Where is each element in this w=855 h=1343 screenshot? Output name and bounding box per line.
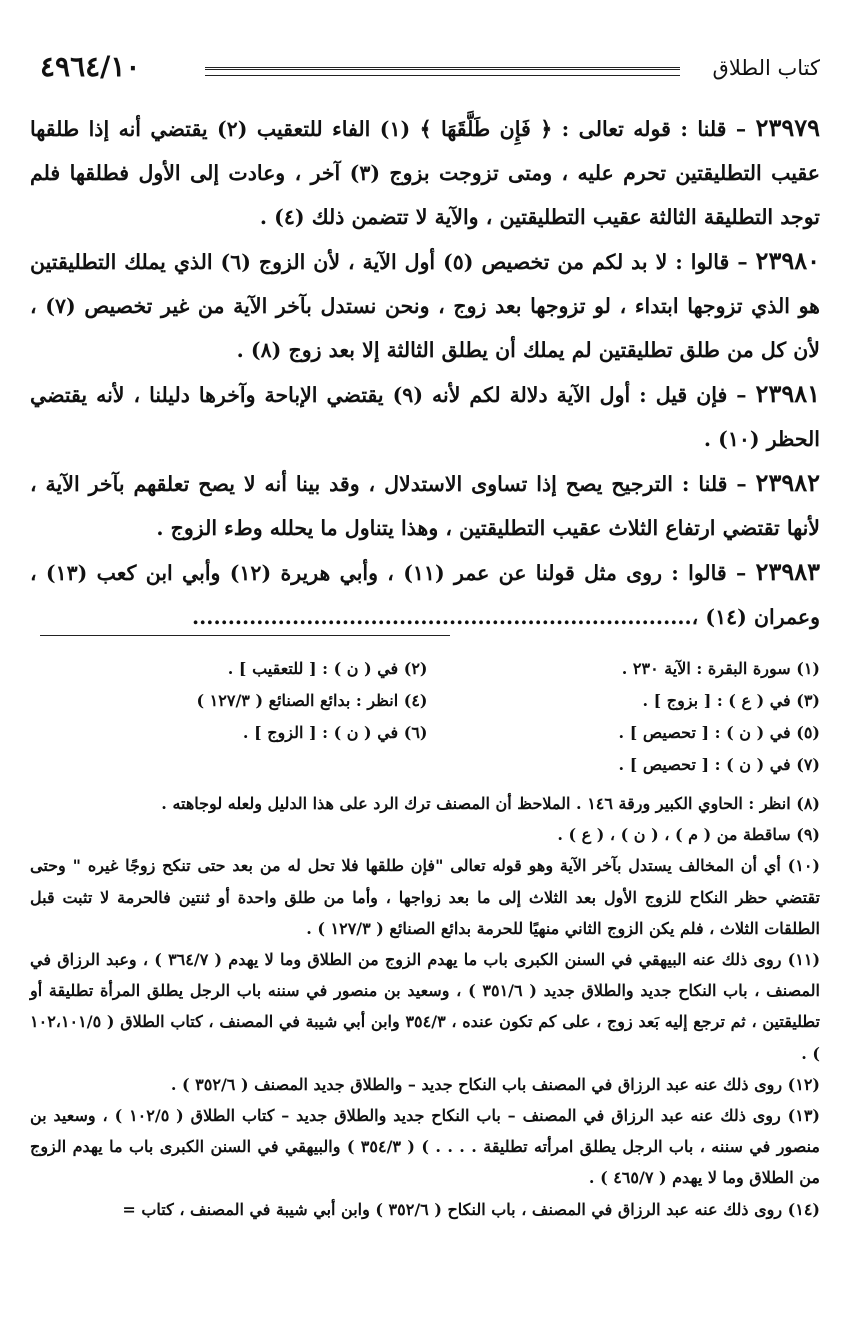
footnote: (١) سورة البقرة : الآية ٢٣٠ . [621, 658, 820, 678]
footnote-row [35, 684, 820, 716]
continuation-dots: ...................................................................... [192, 605, 692, 629]
footnote: (٣) في ( ع ) : [ بزوج ] . [642, 690, 820, 710]
footnote: (١٤) روى ذلك عنه عبد الرزاق في المصنف ، باب النكاح ( ٣٥٢/٦ ) وابن أبي شيبة في المصنف ، كتاب = [122, 1199, 820, 1219]
paragraph-number: ٢٣٩٨٠ [755, 246, 820, 275]
footnote: (١٣) روى ذلك عنه عبد الرزاق في المصنف – باب النكاح جديد والطلاق جديد – كتاب الطلاق ( ١٠٢/٥ ) ، وسعيد بن منصور في سننه ، باب الرجل يطلق امرأته تطليقة . . . . ) ( ٣٥٤/٣ ) والبيهقي في السنن الكبرى باب ما يهدم الزوج من الطلاق وما لا يهدم ( ٤٦٥/٧ ) . [30, 1106, 820, 1188]
footnote: (٢) في ( ن ) : [ للتعقيب ] . [227, 658, 428, 678]
footnote: (١٠) أي أن المخالف يستدل بآخر الآية وهو قوله تعالى "فإن طلقها فلا تحل له من بعد حتى تنكح زوجًا غيره " وحتى تقتضي حظر النكاح للزوج الأول بعد الثلاث إلى ما بعد زواجها ، وأما من طلق واحدة أو ثنتين فالحرمة لا تثبت قبل الطلقات الثلاث ، فلم يكن الزوج الثاني منهيًا للحرمة بدائع الصنائع ( ١٢٧/٣ ) . [30, 856, 820, 938]
footnote: (٦) في ( ن ) : [ الزوج ] . [242, 722, 428, 742]
footnotes-short [35, 652, 820, 780]
paragraph [30, 461, 820, 550]
footnote: (٤) انظر : بدائع الصنائع ( ١٢٧/٣ ) [196, 690, 428, 710]
paragraph-number: ٢٣٩٨٣ [755, 557, 820, 586]
running-title: كتاب الطلاق [712, 56, 820, 80]
header-rule [205, 67, 680, 76]
footnote: (٩) ساقطة من ( م ) ، ( ن ) ، ( ع ) . [557, 825, 820, 845]
paragraph-text: – قالوا : روى مثل قولنا عن عمر (١١) ، وأبي هريرة (١٢) وأبي ابن كعب (١٣) ، وعمران (١٤) ، [30, 561, 820, 629]
footnote-separator [40, 635, 450, 636]
footnote: (٥) في ( ن ) : [ تحصيص ] . [618, 722, 820, 742]
paragraph-text: – فإن قيل : أول الآية دلالة لكم لأنه (٩) يقتضي الإباحة وآخرها دليلنا ، لأنه يقتضي الحظر (١٠) . [30, 383, 820, 451]
page-header [40, 50, 820, 90]
footnote: (٧) في ( ن ) : [ تحصيص ] . [618, 754, 820, 774]
paragraph [30, 239, 820, 372]
paragraph-text: – قالوا : لا بد لكم من تخصيص (٥) أول الآية ، لأن الزوج (٦) الذي يملك التطليقتين هو الذي تزوجها ابتداء ، لو تزوجها بعد زوج ، ونحن نستدل بآخر الآية من غير تخصيص (٧) ، لأن كل من طلق تطليقتين لم يملك أن يطلق الثالثة إلا بعد زوج (٨) . [30, 250, 820, 362]
footnote-row [35, 716, 820, 748]
paragraph-number: ٢٣٩٨٢ [755, 468, 820, 497]
main-text [30, 106, 820, 639]
paragraph-number: ٢٣٩٨١ [755, 379, 820, 408]
paragraph [30, 372, 820, 461]
paragraph [30, 106, 820, 239]
footnote: (١١) روى ذلك عنه البيهقي في السنن الكبرى باب ما يهدم الزوج من الطلاق وما لا يهدم ( ٣٦٤/٧ ) ، وعبد الرزاق في المصنف ، باب النكاح جديد والطلاق جديد ( ٣٥١/٦ ) ، وسعيد بن منصور في سننه باب الرجل يطلق المرأة تطليقة أو تطليقتين ، ثم ترجع إليه بَعد زوج ، على كم تكون عنده ، ٣٥٤/٣ وابن أبي شيبة في المصنف ، كتاب الطلاق ( ١٠٢،١٠١/٥ ) . [30, 950, 821, 1063]
footnote: (٨) انظر : الحاوي الكبير ورقة ١٤٦ . الملاحظ أن المصنف ترك الرد على هذا الدليل ولعله لوجاهته . [161, 794, 820, 813]
page-number: ٤٩٦٤/١٠ [40, 50, 141, 83]
paragraph [30, 550, 820, 639]
footnote-row [35, 748, 820, 780]
paragraph-number: ٢٣٩٧٩ [755, 113, 820, 142]
paragraph-text: – قلنا : قوله تعالى : ﴿ فَإِن طَلَّقَهَا ﴾ (١) الفاء للتعقيب (٢) يقتضي أنه إذا طلقها عقيب التطليقتين تحرم عليه ، ومتى تزوجت بزوج (٣) آخر ، وعادت إلى الأول فطلقها فلم توجد التطليقة الثالثة عقيب التطليقتين ، والآية لا تتضمن ذلك (٤) . [30, 117, 820, 229]
footnote-row [35, 652, 820, 684]
footnote: (١٢) روى ذلك عنه عبد الرزاق في المصنف باب النكاح جديد – والطلاق جديد المصنف ( ٣٥٢/٦ ) . [170, 1074, 820, 1094]
paragraph-text: – قلنا : الترجيح يصح إذا تساوى الاستدلال ، وقد بينا أنه لا يصح تعلقهم بآخر الآية ، لأنها تقتضي ارتفاع الثلاث عقيب التطليقتين ، وهذا يتناول ما يحلله وطء الزوج . [30, 472, 820, 540]
footnotes-long [30, 788, 820, 1225]
